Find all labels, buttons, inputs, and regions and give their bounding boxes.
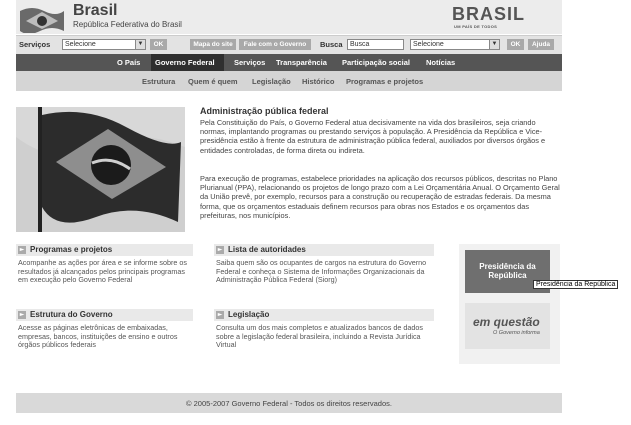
box-autoridades-header[interactable] [214, 244, 434, 256]
search-scope-select[interactable] [410, 39, 500, 50]
tooltip: Presidência da República [533, 280, 618, 289]
box-title: Lista de autoridades [228, 245, 306, 254]
services-label: Serviços [19, 40, 51, 49]
intro-paragraph-1: Pela Constituição do País, o Governo Federal atua decisivamente na vida dos brasileiros, seja criando normas, implantando programas ou prestando serviços à população. A Presidência da República e Vice-presidência estão à frente da estrutura de administração pública federal, auxiliados por diversos órgãos e entidades controladas, de forma direta ou indireta. [200, 118, 546, 155]
contact-government-button[interactable]: Fale com o Governo [239, 39, 311, 50]
presidencia-banner-label: Presidência da República [479, 262, 536, 280]
em-questao-banner[interactable] [465, 303, 550, 349]
services-ok-button[interactable]: OK [150, 39, 167, 50]
site-subtitle: República Federativa do Brasil [73, 20, 182, 29]
chevron-down-icon: ▼ [489, 40, 499, 49]
box-programas-text: Acompanhe as ações por área e se informe sobre os resultados já alcançados pelos principais programas em execução pelo Governo Federal [18, 258, 188, 285]
chevron-down-icon: ▼ [135, 40, 145, 49]
search-ok-button[interactable]: OK [507, 39, 524, 50]
services-select-value: Selecione [65, 41, 96, 48]
arrow-right-icon: ► [217, 311, 223, 318]
help-button[interactable]: Ajuda [528, 39, 554, 50]
nav-item-transparencia[interactable]: Transparência [276, 58, 327, 67]
arrow-right-icon: ► [217, 246, 223, 253]
sitemap-button[interactable]: Mapa do site [190, 39, 236, 50]
box-autoridades-text: Saiba quem são os ocupantes de cargos na estrutura do Governo Federal e conheça o Sistema de Informações Organizacionais da Administração Pública Federal (Siorg) [216, 258, 427, 285]
box-title: Legislação [228, 310, 270, 319]
site-title[interactable]: Brasil [73, 2, 118, 19]
services-select[interactable] [62, 39, 146, 50]
brasil-flag-logo-icon[interactable] [18, 3, 66, 33]
page-title: Administração pública federal [200, 106, 329, 116]
intro-paragraph-2: Para execução de programas, estabelece prioridades na aplicação dos recursos públicos, descritas no Plano Plurianual (PPA), relacionando os projetos de longo prazo com a Lei Orçamentária Anual. O Orçamento Geral da União prevê, por exemplo, recursos para a construção ou recuperação de estradas federais. Da mesma forma, que os orçamentos estaduais definem recursos para obras nos Estados e os orçamentos das prefeituras, nos municípios. [200, 174, 560, 220]
brazil-flag-photo [16, 107, 185, 232]
box-legislacao-text: Consulta um dos mais completos e atualizados bancos de dados sobre a legislação federal brasileira, incluindo a Revista Jurídica Virtual [216, 323, 423, 350]
nav-item-governo-federal[interactable]: Governo Federal [155, 58, 215, 67]
search-input[interactable]: Busca [347, 39, 404, 50]
box-title: Programas e projetos [30, 245, 113, 254]
brand-logo-word: BRASIL [452, 4, 525, 24]
nav-item-noticias[interactable]: Notícias [426, 58, 456, 67]
subnav-item-legislacao[interactable]: Legislação [252, 77, 291, 86]
box-title: Estrutura do Governo [30, 310, 113, 319]
box-estrutura-text: Acesse as páginas eletrônicas de embaixadas, empresas, bancos, instituições de ensino e outros órgãos públicos federais [18, 323, 178, 350]
arrow-right-icon: ► [19, 246, 25, 253]
copyright-text: © 2005-2007 Governo Federal - Todos os direitos reservados. [186, 399, 392, 408]
nav-item-participacao-social[interactable]: Participação social [342, 58, 410, 67]
brasil-um-pais-de-todos-logo[interactable] [452, 4, 532, 30]
em-questao-title: em questão [473, 315, 540, 329]
subnav-item-estrutura[interactable]: Estrutura [142, 77, 176, 86]
box-legislacao-header[interactable] [214, 309, 434, 321]
nav-item-servicos[interactable]: Serviços [234, 58, 266, 67]
em-questao-subtitle: O Governo informa [493, 330, 540, 336]
subnav-item-programas-e-projetos[interactable]: Programas e projetos [346, 77, 424, 86]
search-label: Busca [320, 40, 343, 49]
box-programas-header[interactable] [16, 244, 193, 256]
search-scope-value: Selecione [413, 41, 444, 48]
brand-logo-tagline: UM PAÍS DE TODOS [454, 24, 498, 29]
subnav-item-quem-e-quem[interactable]: Quem é quem [188, 77, 238, 86]
arrow-right-icon: ► [19, 311, 25, 318]
subnav-item-historico[interactable]: Histórico [302, 77, 335, 86]
nav-item-o-pais[interactable]: O País [117, 58, 141, 67]
box-estrutura-header[interactable] [16, 309, 193, 321]
